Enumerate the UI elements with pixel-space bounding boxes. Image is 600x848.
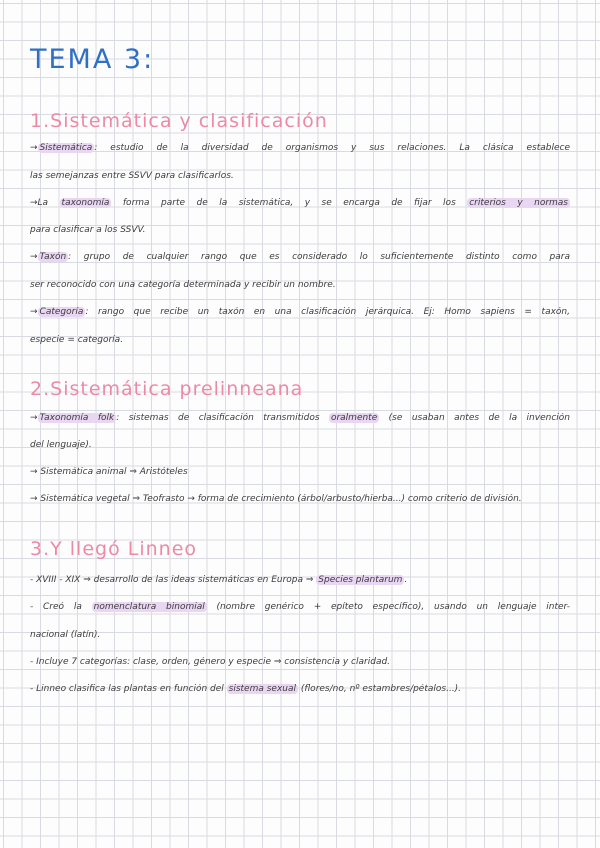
s1-line-5-text-a: → bbox=[30, 252, 38, 262]
s2-line-4 bbox=[30, 494, 570, 505]
s3-line-1 bbox=[30, 575, 570, 586]
s1-line-4 bbox=[30, 225, 570, 236]
s1-line-3-text-b: forma parte de la sistemática, y se encarga de fijar los bbox=[111, 198, 468, 208]
s3-line-3 bbox=[30, 630, 570, 641]
s2-line-1-text-c: (se usaban antes de la invención bbox=[379, 413, 570, 423]
s2-line-1-text-b: : sistemas de clasificación transmitidos bbox=[116, 413, 329, 423]
s2-line-1 bbox=[30, 413, 570, 424]
s2-line-3-text: → Sistemática animal ⇒ Aristóteles bbox=[30, 467, 188, 477]
s3-line-2-text-a: - Creó la bbox=[30, 602, 92, 612]
s3-line-1-text-b: . bbox=[404, 575, 408, 585]
s1-line-1-text: : estudio de la diversidad de organismos y sus relaciones. La clásica establece bbox=[94, 143, 570, 153]
term-taxonomia-folk: Taxonomía folk bbox=[39, 413, 115, 423]
section-1-heading: 1.Sistemática y clasificación bbox=[30, 110, 328, 132]
s1-line-5 bbox=[30, 252, 570, 263]
s1-line-7-text-a: → bbox=[30, 307, 38, 317]
s2-line-3 bbox=[30, 467, 570, 478]
s3-line-1-text-a: - XVIII - XIX ⇒ desarrollo de las ideas sistemáticas en Europa ⇒ bbox=[30, 575, 317, 585]
term-sistema-sexual: sistema sexual bbox=[228, 684, 296, 694]
s1-line-4-text: para clasificar a los SSVV. bbox=[30, 225, 146, 235]
s3-line-2-text-b: (nombre genérico + epíteto específico), usando un lenguaje inter- bbox=[206, 602, 570, 612]
s3-line-2 bbox=[30, 602, 570, 613]
s1-line-8 bbox=[30, 335, 570, 346]
term-taxonomia: taxonomía bbox=[61, 198, 110, 208]
s3-line-5-text-a: - Linneo clasifica las plantas en función del bbox=[30, 684, 227, 694]
term-sistematica: Sistemática bbox=[39, 143, 93, 153]
s1-line-6 bbox=[30, 280, 570, 291]
s1-line-8-text: especie = categoría. bbox=[30, 335, 124, 345]
term-criterios: criterios y normas bbox=[469, 198, 568, 208]
s3-line-5-text-b: (flores/no, nº estambres/pétalos...). bbox=[298, 684, 462, 694]
term-taxon: Taxón bbox=[39, 252, 67, 262]
s1-line-2 bbox=[30, 171, 570, 182]
s3-line-4 bbox=[30, 657, 570, 668]
s1-line-1 bbox=[30, 143, 570, 154]
term-oralmente: oralmente bbox=[330, 413, 378, 423]
s1-line-3 bbox=[30, 198, 570, 209]
s1-line-2-text: las semejanzas entre SSVV para clasificarlos. bbox=[30, 171, 234, 181]
term-nomenclatura-binomial: nomenclatura binomial bbox=[93, 602, 205, 612]
arrow-icon: → bbox=[30, 143, 38, 153]
s2-line-4-text: → Sistemática vegetal ⇒ Teofrasto → forma de crecimiento (árbol/arbusto/hierba...) como criterio de división. bbox=[30, 494, 522, 504]
s1-line-7-text-b: : rango que recibe un taxón en una clasificación jerárquica. Ej: Homo sapiens = taxón, bbox=[85, 307, 570, 317]
s1-line-7 bbox=[30, 307, 570, 318]
s2-line-2-text: del lenguaje). bbox=[30, 440, 92, 450]
s1-line-5-text-b: : grupo de cualquier rango que es considerado lo suficientemente distinto como para bbox=[68, 252, 570, 262]
term-species-plantarum: Species plantarum bbox=[318, 575, 403, 585]
s3-line-5 bbox=[30, 684, 570, 695]
section-3-heading: 3.Y llegó Linneo bbox=[30, 538, 198, 560]
section-2-heading: 2.Sistemática prelinneana bbox=[30, 378, 304, 400]
s2-line-2 bbox=[30, 440, 570, 451]
s2-line-1-text-a: → bbox=[30, 413, 38, 423]
term-categoria: Categoría bbox=[39, 307, 84, 317]
s1-line-6-text: ser reconocido con una categoría determinada y recibir un nombre. bbox=[30, 280, 336, 290]
s3-line-3-text: nacional (latín). bbox=[30, 630, 101, 640]
page-title: TEMA 3: bbox=[30, 44, 155, 75]
s3-line-4-text: - Incluye 7 categorías: clase, orden, género y especie ⇒ consistencia y claridad. bbox=[30, 657, 391, 667]
s1-line-3-text-a: →La bbox=[30, 198, 60, 208]
